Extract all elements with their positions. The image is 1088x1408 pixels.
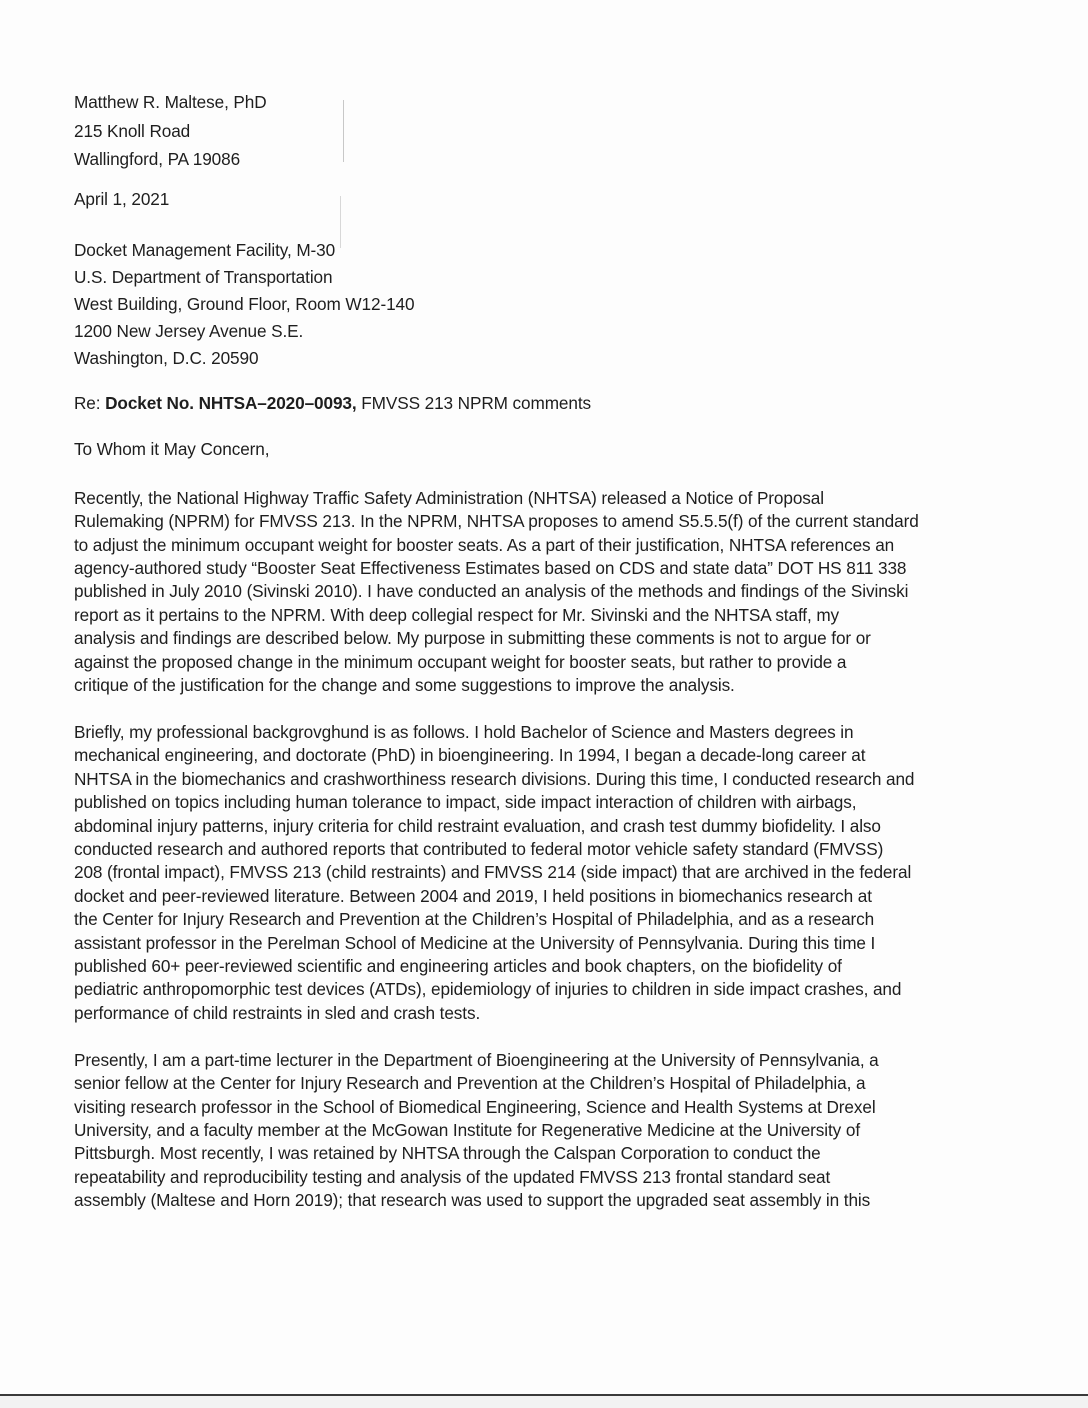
page-bottom-shadow [0,1396,1088,1408]
paragraph-line: against the proposed change in the minimum occupant weight for booster seats, but rather to provide a [74,651,847,672]
paragraph-line: assistant professor in the Perelman School of Medicine at the University of Pennsylvania. During this time I [74,932,876,953]
paragraph-line: University, and a faculty member at the McGowan Institute for Regenerative Medicine at the University of [74,1119,860,1140]
paragraph-line: mechanical engineering, and doctorate (PhD) in bioengineering. In 1994, I began a decade-long career at [74,745,866,766]
paragraph-line: to adjust the minimum occupant weight for booster seats. As a part of their justification, NHTSA references an [74,534,895,555]
paragraph-line: Rulemaking (NPRM) for FMVSS 213. In the NPRM, NHTSA proposes to amend S5.5.5(f) of the current standard [74,511,919,532]
paragraph-line: NHTSA in the biomechanics and crashworthiness research divisions. During this time, I conducted research and [74,768,915,789]
paragraph-line: assembly (Maltese and Horn 2019); that research was used to support the upgraded seat assembly in this [74,1190,871,1211]
paragraph-line: agency-authored study “Booster Seat Effectiveness Estimates based on CDS and state data” DOT HS 811 338 [74,558,907,579]
recipient-line: West Building, Ground Floor, Room W12-140 [74,294,415,314]
paragraph-line: published on topics including human tolerance to impact, side impact interaction of children with airbags, [74,792,857,813]
letter-body [74,88,1042,1236]
recipient-line: Washington, D.C. 20590 [74,348,259,368]
paragraph-line: Recently, the National Highway Traffic Safety Administration (NHTSA) released a Notice of Proposal [74,487,824,508]
subject-line [74,392,1042,415]
sender-address [74,88,1042,174]
recipient-line: U.S. Department of Transportation [74,267,333,287]
paragraph-line: published in July 2010 (Sivinski 2010). I have conducted an analysis of the methods and findings of the Sivinski [74,581,909,602]
sender-street: 215 Knoll Road [74,120,191,141]
paragraph-line: performance of child restraints in sled and crash tests. [74,1002,481,1023]
paragraph-current-roles [74,1049,1042,1213]
salutation-text: To Whom it May Concern, [74,439,270,460]
paragraph-line: visiting research professor in the School of Biomedical Engineering, Science and Health Systems at Drexel [74,1096,876,1117]
subject-text: FMVSS 213 NPRM comments [356,393,592,413]
paragraph-line: 208 (frontal impact), FMVSS 213 (child restraints) and FMVSS 214 (side impact) that are archived in the federal [74,862,912,883]
paragraph-line: Briefly, my professional backgrovghund is as follows. I hold Bachelor of Science and Masters degrees in [74,721,854,742]
paragraph-background [74,721,1042,1025]
paragraph-line: docket and peer-reviewed literature. Between 2004 and 2019, I held positions in biomechanics research at [74,885,872,906]
sender-city: Wallingford, PA 19086 [74,149,241,169]
paragraph-line: abdominal injury patterns, injury criteria for child restraint evaluation, and crash test dummy biofidelity. I also [74,815,881,836]
paragraph-line: senior fellow at the Center for Injury Research and Prevention at the Children’s Hospital of Philadelphia, a [74,1073,866,1094]
paragraph-line: pediatric anthropomorphic test devices (ATDs), epidemiology of injuries to children in side impact crashes, and [74,979,902,1000]
paragraph-line: repeatability and reproducibility testing and analysis of the updated FMVSS 213 frontal standard seat [74,1166,831,1187]
paragraph-line: Pittsburgh. Most recently, I was retained by NHTSA through the Calspan Corporation to conduct the [74,1143,821,1164]
recipient-address [74,237,1042,372]
paragraph-line: conducted research and authored reports that contributed to federal motor vehicle safety standard (FMVSS) [74,839,884,859]
salutation [74,438,1042,461]
recipient-line: Docket Management Facility, M-30 [74,240,336,260]
paragraph-line: critique of the justification for the change and some suggestions to improve the analysis. [74,675,735,696]
paragraph-line: analysis and findings are described below. My purpose in submitting these comments is not to argue for or [74,628,871,649]
paragraph-line: published 60+ peer-reviewed scientific and engineering articles and book chapters, on the biofidelity of [74,956,842,977]
paragraph-line: Presently, I am a part-time lecturer in the Department of Bioengineering at the University of Pennsylvania, a [74,1049,879,1070]
subject-prefix: Re: [74,393,106,413]
paragraph-line: the Center for Injury Research and Prevention at the Children’s Hospital of Philadelphia, and as a research [74,909,875,930]
date-text: April 1, 2021 [74,188,170,209]
paragraph-line: report as it pertains to the NPRM. With deep collegial respect for Mr. Sivinski and the NHTSA staff, my [74,604,840,625]
recipient-line: 1200 New Jersey Avenue S.E. [74,321,304,341]
letter-date [74,185,1042,214]
sender-name: Matthew R. Maltese, PhD [74,92,267,112]
paragraph-intro [74,487,1042,698]
docket-number: Docket No. NHTSA–2020–0093, [105,393,357,413]
